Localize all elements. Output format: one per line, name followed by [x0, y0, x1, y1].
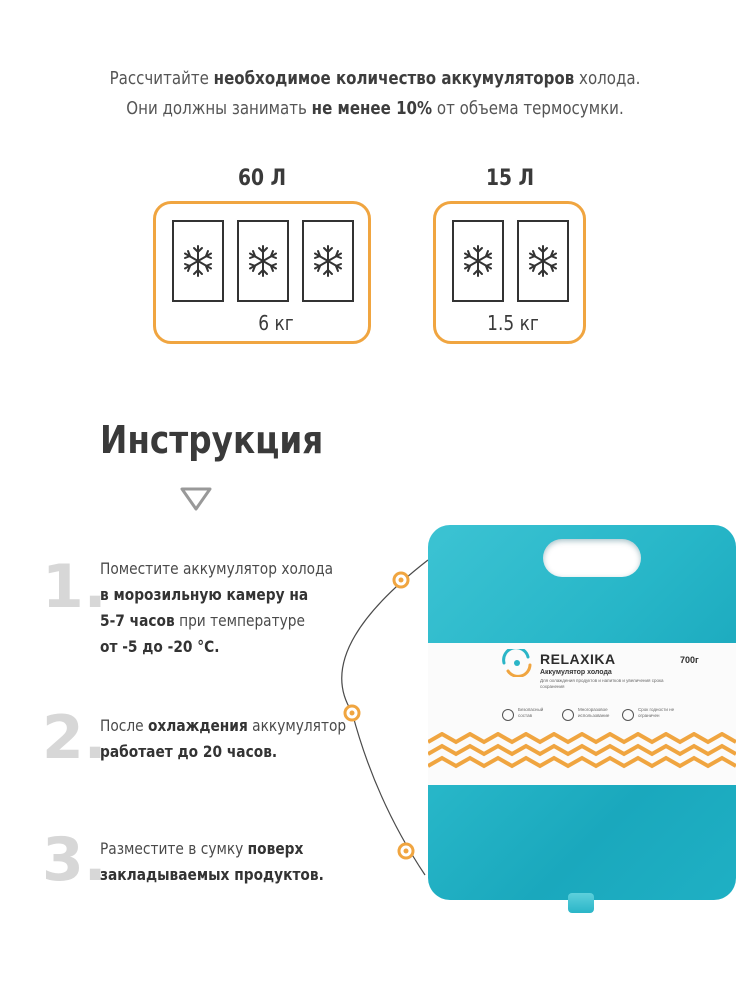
step-text-2: После охлаждения аккумулятор работает до 20 часов.	[100, 716, 347, 761]
step-marker-dot	[399, 844, 413, 858]
brand-logo-icon	[500, 649, 534, 677]
step-marker-dot	[394, 573, 408, 587]
intro-line-1: Рассчитайте необходимое количество аккумуляторов холода.	[109, 69, 641, 89]
infinity-icon	[622, 709, 634, 721]
cold-pack-product	[428, 525, 736, 913]
bag-15-volume: 15 Л	[485, 166, 535, 191]
recycle-icon	[562, 709, 574, 721]
step-number-2: 2.	[42, 703, 107, 773]
zigzag-band	[428, 732, 736, 772]
step-text-1: Поместите аккумулятор холода в морозильную камеру на 5-7 часов при температуре от -5 до -20 °С.	[100, 559, 334, 656]
step-text-3: Разместите в сумку поверх закладываемых продуктов.	[100, 839, 324, 884]
brand-name: RELAXIKA	[540, 651, 616, 667]
product-subtitle: Аккумулятор холода	[540, 669, 612, 676]
product-weight: 700г	[680, 655, 699, 665]
feature-3: Срок годности не ограничен	[638, 707, 675, 718]
cold-pack-spout	[568, 893, 594, 913]
bag-60-weight: 6 кг	[258, 311, 294, 335]
feature-1: Безопасный состав	[518, 707, 544, 718]
step-number-1: 1.	[42, 552, 107, 622]
bag-15-weight: 1.5 кг	[487, 311, 539, 335]
bag-60-volume: 60 Л	[237, 166, 287, 191]
product-description: Для охлаждения продуктов и напитков и увеличения срока сохранения	[540, 678, 664, 689]
instructions-title: Инструкция	[100, 418, 324, 462]
intro-line-2: Они должны занимать не менее 10% от объема термосумки.	[126, 99, 624, 119]
step-number-3: 3.	[42, 825, 107, 895]
cold-pack-handle	[543, 539, 641, 577]
leaf-icon	[502, 709, 514, 721]
feature-2: Многоразовое использование	[578, 707, 610, 718]
